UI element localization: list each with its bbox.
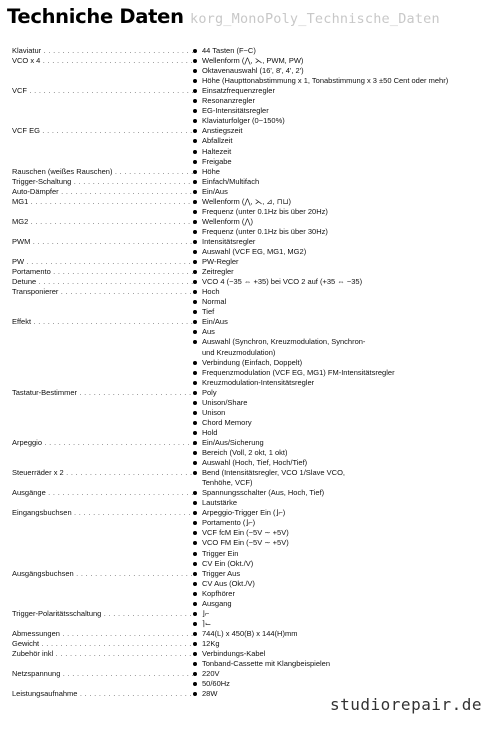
bullet-icon <box>193 230 197 234</box>
bullet-icon <box>193 531 197 535</box>
spec-row <box>0 247 494 257</box>
spec-row <box>0 669 494 679</box>
spec-label: VCO x 4 . . . <box>12 56 195 66</box>
spec-value: EG-Intensitätsregler <box>202 106 269 116</box>
bullet-icon <box>193 49 197 53</box>
bullet-icon <box>193 260 197 264</box>
bullet-icon <box>193 582 197 586</box>
spec-value: Trigger Ein <box>202 548 239 558</box>
spec-label: Ausgängsbuchsen . . . <box>12 569 195 579</box>
bullet-icon <box>193 340 197 344</box>
spec-value: Ein/Aus <box>202 317 228 327</box>
bullet-icon <box>193 119 197 123</box>
spec-value: Haltezeit <box>202 146 232 156</box>
bullet-icon <box>193 461 197 465</box>
bullet-icon <box>193 501 197 505</box>
spec-row <box>0 468 494 478</box>
spec-row <box>0 126 494 136</box>
spec-row <box>0 307 494 317</box>
bullet-icon <box>193 431 197 435</box>
spec-value: 220V <box>202 669 220 679</box>
spec-label: Effekt . . . <box>12 317 195 327</box>
spec-row <box>0 237 494 247</box>
spec-row <box>0 549 494 559</box>
spec-value: VCF fcM Ein (−5V ∼ +5V) <box>202 528 289 538</box>
bullet-icon <box>193 381 197 385</box>
spec-value: CV Aus (Okt./V) <box>202 578 255 588</box>
spec-row <box>0 227 494 237</box>
spec-value: Frequenz (unter 0.1Hz bis über 20Hz) <box>202 206 328 216</box>
spec-label: Trigger-Schaltung . . . <box>12 177 195 187</box>
spec-label: Klaviatur . . . <box>12 46 195 56</box>
spec-value: Resonanzregler <box>202 96 255 106</box>
spec-value: Tief <box>202 307 215 317</box>
spec-value: Ausgang <box>202 598 232 608</box>
bullet-icon <box>193 521 197 525</box>
spec-value: Bereich (Voll, 2 okt, 1 okt) <box>202 448 288 457</box>
spec-value: Ein/Aus/Sicherung <box>202 437 264 447</box>
spec-row <box>0 569 494 579</box>
spec-value: Arpeggio-Trigger Ein (⌋⌐) <box>202 508 286 518</box>
spec-row <box>0 599 494 609</box>
spec-row <box>0 659 494 669</box>
bullet-icon <box>193 240 197 244</box>
spec-row <box>0 277 494 287</box>
bullet-icon <box>193 320 197 324</box>
watermark-text: korg_MonoPoly_Technische_Daten <box>190 11 440 27</box>
spec-row <box>0 177 494 187</box>
spec-row <box>0 488 494 498</box>
bullet-icon <box>193 421 197 425</box>
bullet-icon <box>193 572 197 576</box>
spec-label: Transponierer . . . <box>12 287 195 297</box>
spec-value: Verbindung (Einfach, Doppelt) <box>202 357 303 367</box>
spec-row <box>0 187 494 197</box>
bullet-icon <box>193 562 197 566</box>
spec-value: Ein/Aus <box>202 186 228 196</box>
spec-row <box>0 428 494 438</box>
spec-row <box>0 106 494 116</box>
spec-label: Steuerräder x 2 . . . <box>12 468 195 478</box>
spec-row <box>0 378 494 388</box>
spec-row <box>0 639 494 649</box>
spec-row <box>0 388 494 398</box>
spec-row <box>0 408 494 418</box>
spec-row <box>0 76 494 86</box>
spec-value: Spannungsschalter (Aus, Hoch, Tief) <box>202 488 325 498</box>
spec-value: Kreuzmodulation-Intensitätsregler <box>202 377 315 387</box>
spec-label: Detune . . . <box>12 277 195 287</box>
spec-row <box>0 418 494 428</box>
spec-row <box>0 398 494 408</box>
bullet-icon <box>193 491 197 495</box>
spec-row <box>0 528 494 538</box>
bullet-icon <box>193 662 197 666</box>
spec-value: Tenhöhe, VCF) <box>202 478 253 488</box>
bullet-icon <box>193 471 197 475</box>
bullet-icon <box>193 511 197 515</box>
bullet-icon <box>193 541 197 545</box>
spec-label: Arpeggio . . . <box>12 438 195 448</box>
bullet-icon <box>193 250 197 254</box>
spec-row <box>0 327 494 337</box>
bullet-icon <box>193 270 197 274</box>
spec-row <box>0 438 494 448</box>
spec-value: Oktavenauswahl (16', 8', 4', 2') <box>202 66 304 76</box>
spec-label: Gewicht . . . <box>12 639 195 649</box>
bullet-icon <box>193 139 197 143</box>
spec-label: Auto-Dämpfer . . . <box>12 187 195 197</box>
spec-label: MG2 . . . <box>12 217 195 227</box>
spec-row <box>0 66 494 76</box>
spec-value: Abfallzeit <box>202 136 233 146</box>
spec-value: und Kreuzmodulation) <box>202 347 276 357</box>
bullet-icon <box>193 59 197 63</box>
bullet-icon <box>193 682 197 686</box>
spec-value: Intensitätsregler <box>202 236 256 246</box>
spec-value: Klaviaturfolger (0−150%) <box>202 116 285 126</box>
spec-row <box>0 207 494 217</box>
spec-row <box>0 267 494 277</box>
spec-value: Portamento (⌋⌐) <box>202 518 256 528</box>
bullet-icon <box>193 220 197 224</box>
bullet-icon <box>193 129 197 133</box>
spec-value: Verbindungs-Kabel <box>202 649 266 658</box>
spec-row <box>0 46 494 56</box>
spec-value: Auswahl (Hoch, Tief, Hoch/Tief) <box>202 458 308 468</box>
bullet-icon <box>193 552 197 556</box>
spec-value: Wellenform (⋀) <box>202 216 254 226</box>
bullet-icon <box>193 622 197 626</box>
spec-value: Unison <box>202 407 226 417</box>
spec-label: PW . . . <box>12 257 195 267</box>
spec-row <box>0 498 494 508</box>
spec-value: Wellenform (⋀, ⋋, ⊿, ⊓⊔) <box>202 196 292 206</box>
spec-value: ⌋⌐ <box>202 608 210 618</box>
spec-row <box>0 96 494 106</box>
spec-row <box>0 589 494 599</box>
spec-row <box>0 579 494 589</box>
spec-label: MG1 . . . <box>12 197 195 207</box>
spec-label: Portamento . . . <box>12 267 195 277</box>
spec-value: Wellenform (⋀, ⋋, PWM, PW) <box>202 56 304 66</box>
spec-row <box>0 337 494 347</box>
bullet-icon <box>193 330 197 334</box>
bullet-icon <box>193 391 197 395</box>
spec-row <box>0 317 494 327</box>
spec-row <box>0 458 494 468</box>
bullet-icon <box>193 210 197 214</box>
bullet-icon <box>193 642 197 646</box>
spec-label: Eingangsbuchsen . . . <box>12 508 195 518</box>
bullet-icon <box>193 79 197 83</box>
spec-label: Zubehör inkl . . . <box>12 649 195 659</box>
bullet-icon <box>193 310 197 314</box>
spec-value: Auswahl (Synchron, Kreuzmodulation, Synchron- <box>202 337 366 347</box>
bullet-icon <box>193 451 197 455</box>
spec-label: Tastatur-Bestimmer . . . <box>12 388 195 398</box>
spec-label: Leistungsaufnahme . . . <box>12 689 195 699</box>
bullet-icon <box>193 89 197 93</box>
spec-label: VCF EG . . . <box>12 126 195 136</box>
bullet-icon <box>193 401 197 405</box>
bullet-icon <box>193 672 197 676</box>
spec-row <box>0 518 494 528</box>
spec-value: Einsatzfrequenzregler <box>202 86 275 96</box>
bullet-icon <box>193 371 197 375</box>
bullet-icon <box>193 632 197 636</box>
bullet-icon <box>193 280 197 284</box>
spec-value: 50/60Hz <box>202 679 230 689</box>
spec-row <box>0 368 494 378</box>
spec-label: Ausgänge . . . <box>12 488 195 498</box>
bullet-icon <box>193 300 197 304</box>
bullet-icon <box>193 69 197 73</box>
bullet-icon <box>193 441 197 445</box>
spec-value: 44 Tasten (F−C) <box>202 46 256 55</box>
spec-row <box>0 559 494 569</box>
spec-label: VCF . . . <box>12 86 195 96</box>
spec-label: Rauschen (weißes Rauschen) . . . <box>12 167 195 177</box>
spec-value: Frequenzmodulation (VCF EG, MG1) FM-Intensitätsregler <box>202 367 395 377</box>
spec-value: PW-Regler <box>202 257 239 267</box>
spec-row <box>0 147 494 157</box>
spec-row <box>0 609 494 619</box>
spec-value: Frequenz (unter 0.1Hz bis über 30Hz) <box>202 226 328 236</box>
bullet-icon <box>193 592 197 596</box>
spec-row <box>0 629 494 639</box>
spec-value: Hold <box>202 427 218 437</box>
bullet-icon <box>193 200 197 204</box>
spec-row <box>0 358 494 368</box>
spec-value: Kopfhörer <box>202 588 235 598</box>
spec-value: 744(L) x 450(B) x 144(H)mm <box>202 628 298 638</box>
spec-row <box>0 167 494 177</box>
spec-value: Bend (Intensitätsregler, VCO 1/Slave VCO, <box>202 468 345 478</box>
spec-value: Höhe <box>202 166 220 176</box>
bullet-icon <box>193 290 197 294</box>
spec-value: VCO 4 (−35 ⇔ +35) bei VCO 2 auf (+35 ⇔ −35) <box>202 277 363 287</box>
bullet-icon <box>193 109 197 113</box>
spec-row <box>0 478 494 488</box>
spec-value: Zeitregler <box>202 267 234 277</box>
spec-value: Höhe (Haupttonabstimmung x 1, Tonabstimmung x 3 ±50 Cent oder mehr) <box>202 76 449 86</box>
spec-row <box>0 56 494 66</box>
spec-value: Poly <box>202 387 217 397</box>
spec-value: Freigabe <box>202 156 232 166</box>
spec-row <box>0 157 494 167</box>
spec-row <box>0 136 494 146</box>
spec-value: 12Kg <box>202 638 220 648</box>
bullet-icon <box>193 160 197 164</box>
bullet-icon <box>193 602 197 606</box>
spec-value: Aus <box>202 327 215 337</box>
spec-row <box>0 116 494 126</box>
spec-row <box>0 348 494 358</box>
spec-label: Trigger-Polaritätsschaltung . . . <box>12 609 195 619</box>
spec-value: VCO FM Ein (−5V ∼ +5V) <box>202 538 289 548</box>
spec-value: ⌉⌙ <box>202 618 212 628</box>
spec-value: Chord Memory <box>202 417 252 427</box>
spec-label: PWM . . . <box>12 237 195 247</box>
spec-value: Unison/Share <box>202 397 248 407</box>
spec-row <box>0 287 494 297</box>
page-title: Techniche Daten <box>7 5 184 28</box>
spec-row <box>0 649 494 659</box>
spec-label: Netzspannung . . . <box>12 669 195 679</box>
spec-row <box>0 619 494 629</box>
spec-row <box>0 197 494 207</box>
spec-value: Einfach/Multifach <box>202 176 260 186</box>
bullet-icon <box>193 150 197 154</box>
spec-value: Hoch <box>202 287 220 297</box>
bullet-icon <box>193 170 197 174</box>
spec-row <box>0 257 494 267</box>
spec-value: Anstiegszeit <box>202 126 243 136</box>
spec-label: Abmessungen . . . <box>12 629 195 639</box>
spec-value: Lautstärke <box>202 498 238 508</box>
bullet-icon <box>193 180 197 184</box>
bullet-icon <box>193 190 197 194</box>
spec-row <box>0 538 494 548</box>
bullet-icon <box>193 692 197 696</box>
spec-row <box>0 217 494 227</box>
spec-value: Trigger Aus <box>202 568 241 578</box>
bullet-icon <box>193 411 197 415</box>
bullet-icon <box>193 99 197 103</box>
spec-row <box>0 86 494 96</box>
bullet-icon <box>193 612 197 616</box>
spec-value: Auswahl (VCF EG, MG1, MG2) <box>202 247 307 256</box>
spec-value: CV Ein (Okt./V) <box>202 558 254 568</box>
spec-value: Tonband-Cassette mit Klangbeispielen <box>202 659 330 669</box>
spec-value: Normal <box>202 297 227 307</box>
spec-row <box>0 508 494 518</box>
spec-row <box>0 297 494 307</box>
spec-row <box>0 679 494 689</box>
footer-site: studiorepair.de <box>330 695 482 714</box>
spec-value: 28W <box>202 689 218 699</box>
bullet-icon <box>193 652 197 656</box>
spec-row <box>0 448 494 458</box>
bullet-icon <box>193 361 197 365</box>
